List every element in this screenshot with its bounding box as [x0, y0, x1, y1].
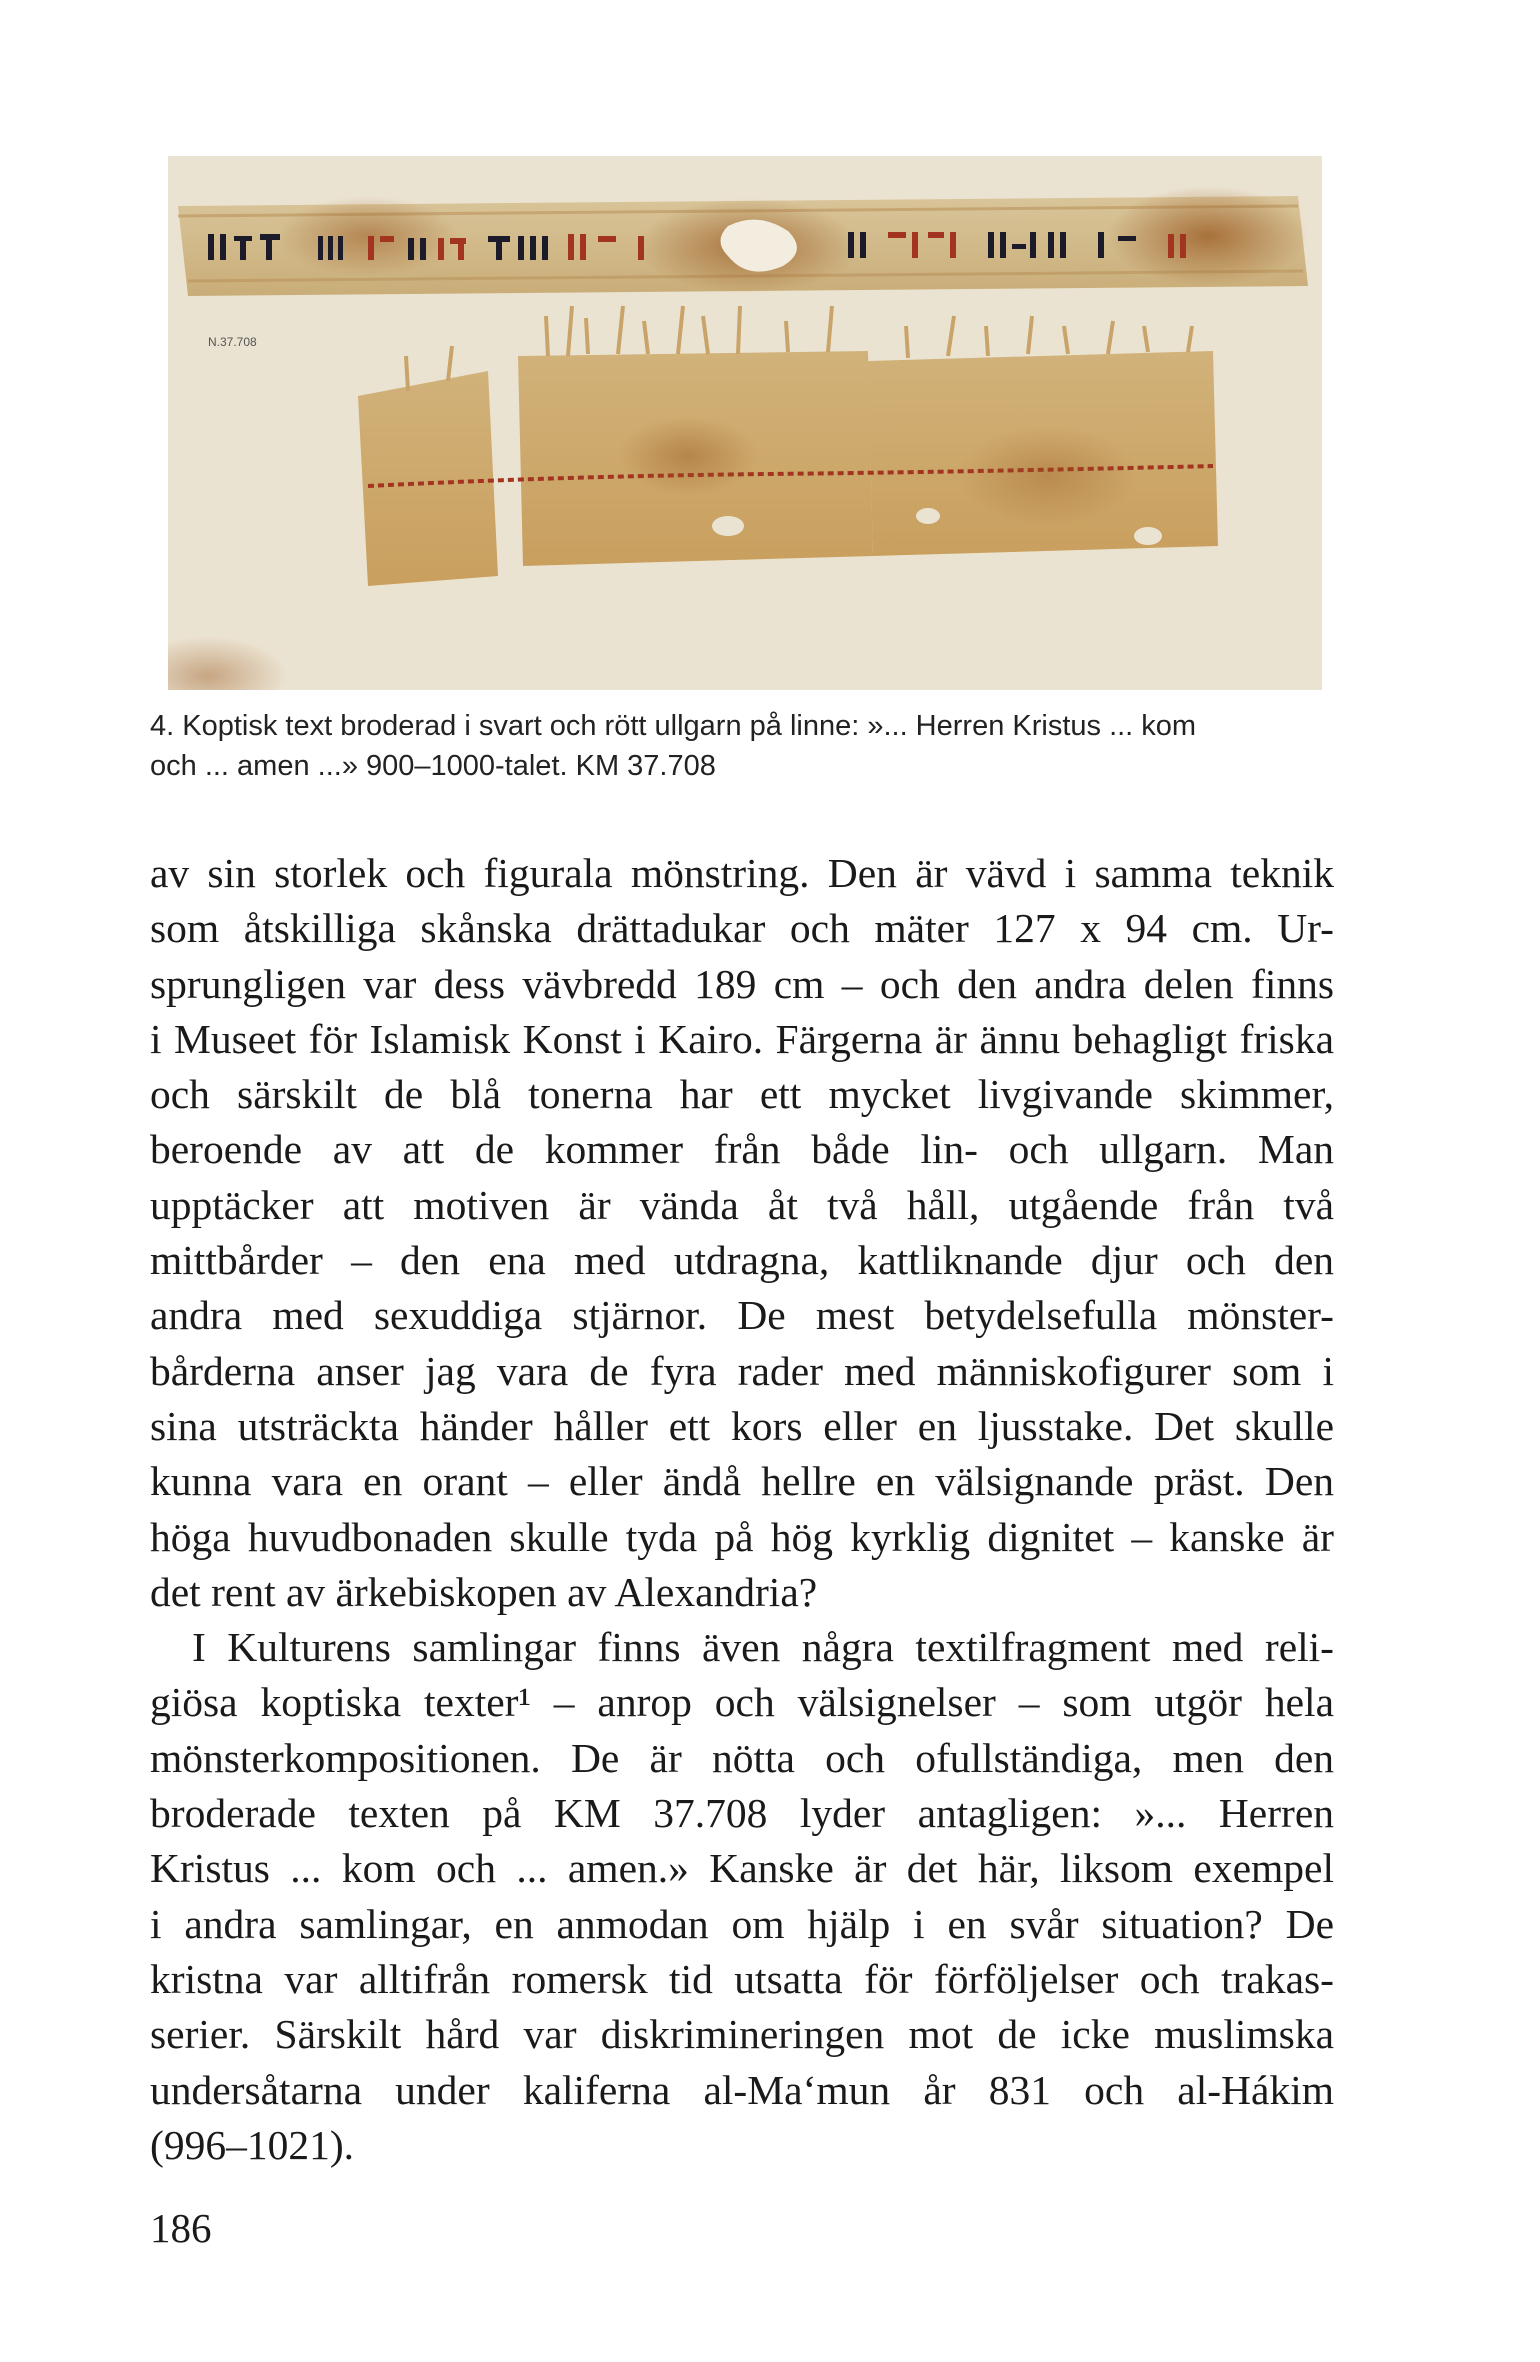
- text-line: mönsterkompositionen. De är nötta och ofullständiga, men den: [150, 1734, 1334, 1781]
- figure-caption: [150, 706, 1350, 786]
- text-line: det rent av ärkebiskopen av Alexandria?: [150, 1568, 818, 1615]
- paragraph-1: [150, 846, 1334, 1620]
- text-line: sina utsträckta händer håller ett kors eller en ljusstake. Det skulle: [150, 1402, 1334, 1449]
- text-line: bårderna anser jag vara de fyra rader med människofigurer som i: [150, 1347, 1334, 1394]
- text-line: i Museet för Islamisk Konst i Kairo. Färgerna är ännu behagligt friska: [150, 1015, 1334, 1062]
- text-line: av sin storlek och figurala mönstring. Den är vävd i samma teknik: [150, 850, 1334, 896]
- body-text: [150, 846, 1334, 2173]
- paragraph-2: [150, 1620, 1334, 2173]
- text-line: giösa koptiska texter¹ – anrop och välsignelser – som utgör hela: [150, 1679, 1334, 1726]
- text-line: höga huvudbonaden skulle tyda på hög kyrklig dignitet – kanske är: [150, 1513, 1334, 1560]
- svg-text:N.37.708: N.37.708: [208, 335, 257, 349]
- text-line: andra med sexuddiga stjärnor. De mest betydelsefulla mönster-: [150, 1292, 1334, 1339]
- text-line: serier. Särskilt hård var diskrimineringen mot de icke muslimska: [150, 2011, 1334, 2058]
- text-line: I Kulturens samlingar finns även några textilfragment med reli-: [192, 1624, 1334, 1671]
- text-line: sprungligen var dess vävbredd 189 cm – och den andra delen finns: [150, 960, 1334, 1007]
- text-line: som åtskilliga skånska drättadukar och mäter 127 x 94 cm. Ur-: [150, 905, 1334, 952]
- text-line: upptäcker att motiven är vända åt två håll, utgående från två: [150, 1181, 1334, 1228]
- textile-photograph: [168, 156, 1322, 690]
- text-line: (996–1021).: [150, 2121, 355, 2168]
- caption-line: och ... amen ...» 900–1000-talet. KM 37.708: [150, 750, 716, 782]
- text-line: broderade texten på KM 37.708 lyder antagligen: »... Herren: [150, 1790, 1334, 1837]
- text-line: och särskilt de blå tonerna har ett mycket livgivande skimmer,: [150, 1071, 1334, 1118]
- textile-illustration: [168, 156, 1322, 690]
- text-line: Kristus ... kom och ... amen.» Kanske är det här, liksom exempel: [150, 1845, 1334, 1892]
- text-line: undersåtarna under kaliferna al-Ma‘mun år 831 och al-Hákim: [150, 2066, 1334, 2113]
- text-line: mittbårder – den ena med utdragna, kattliknande djur och den: [150, 1237, 1334, 1284]
- page-number: 186: [150, 2205, 212, 2251]
- text-line: i andra samlingar, en anmodan om hjälp i en svår situation? De: [150, 1900, 1334, 1947]
- text-line: kristna var alltifrån romersk tid utsatta för förföljelser och trakas-: [150, 1955, 1334, 2002]
- caption-line: 4. Koptisk text broderad i svart och rött ullgarn på linne: »... Herren Kristus ... kom: [150, 710, 1197, 742]
- text-line: beroende av att de kommer från både lin- och ullgarn. Man: [150, 1126, 1334, 1173]
- text-line: kunna vara en orant – eller ändå hellre en välsignande präst. Den: [150, 1458, 1334, 1505]
